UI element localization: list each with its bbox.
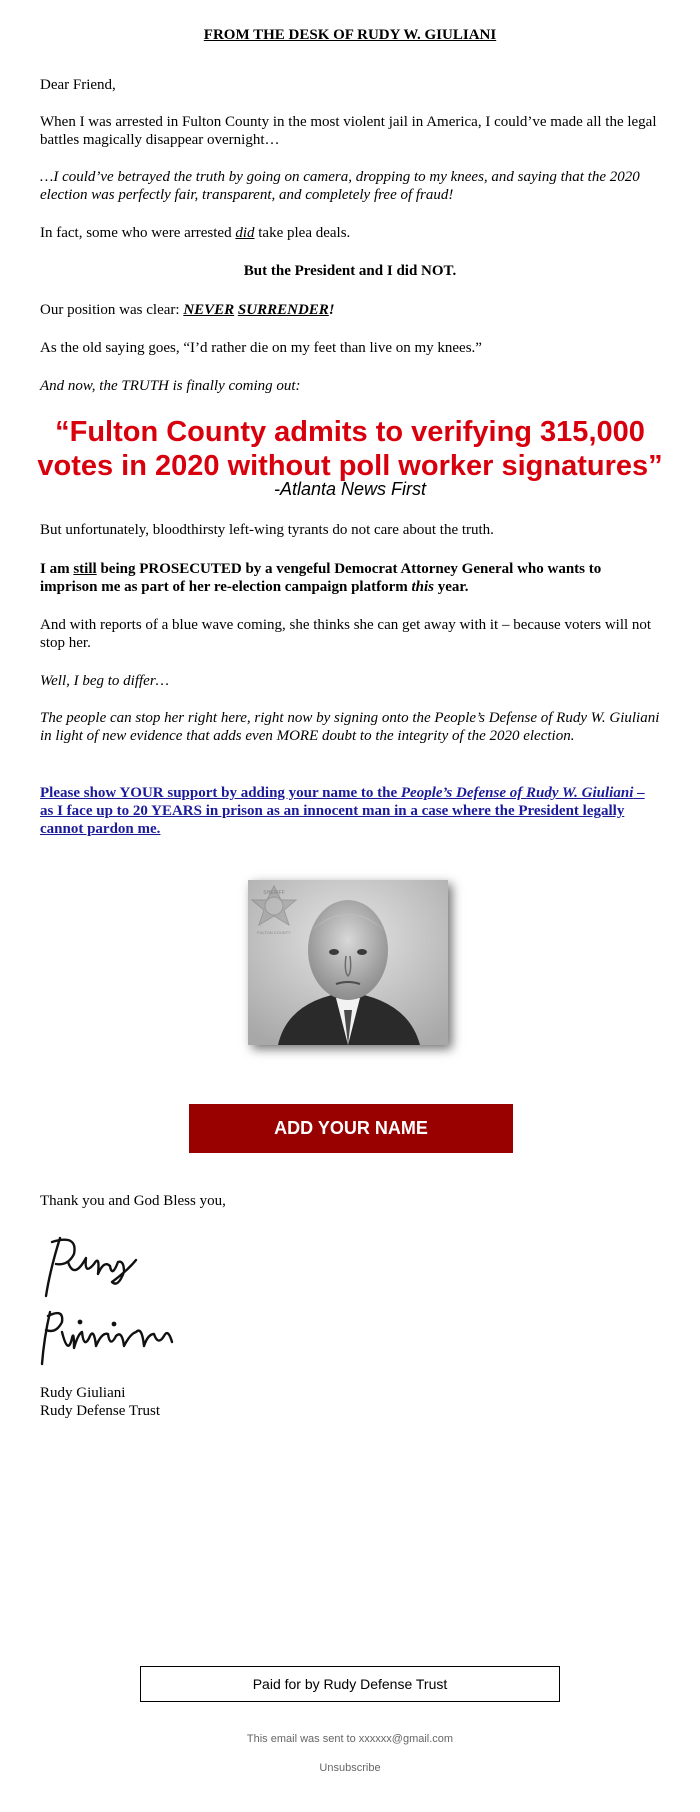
emphasis-this: this bbox=[411, 579, 434, 595]
emphasis-never: NEVER bbox=[183, 302, 235, 318]
recipient-email: xxxxxx@gmail.com bbox=[358, 1733, 454, 1745]
page-title: FROM THE DESK OF RUDY W. GIULIANI bbox=[203, 27, 497, 43]
sent-to-notice bbox=[0, 1733, 700, 1745]
text-segment: year. bbox=[434, 579, 469, 595]
badge-text: SHERIFF bbox=[263, 890, 285, 896]
paragraph-tyrants: But unfortunately, bloodthirsty left-wing tyrants do not care about the truth. bbox=[40, 522, 494, 538]
add-your-name-button[interactable]: ADD YOUR NAME bbox=[189, 1104, 513, 1153]
sent-to-text: This email was sent to bbox=[246, 1733, 359, 1745]
closing-text: Thank you and God Bless you, bbox=[40, 1193, 226, 1209]
link-text-emphasis: People’s Defense of Rudy W. Giuliani bbox=[400, 785, 634, 801]
text-segment: Our position was clear: bbox=[40, 302, 184, 318]
link-text: – as I face up to 20 YEARS in prison as an innocent man in a case where the President legally cannot pardon me. bbox=[40, 785, 645, 837]
paragraph-plea-deals bbox=[40, 224, 660, 242]
badge-subtext: FULTON COUNTY bbox=[257, 930, 291, 935]
quote-source: -Atlanta News First bbox=[273, 479, 427, 499]
paragraph-truth: And now, the TRUTH is finally coming out: bbox=[40, 378, 301, 394]
paragraph-saying: As the old saying goes, “I’d rather die on my feet than live on my knees.” bbox=[40, 340, 482, 356]
paragraph-arrest: When I was arrested in Fulton County in the most violent jail in America, I could’ve made all the legal battles magically disappear overnight… bbox=[40, 114, 657, 148]
emphasis-did: did bbox=[235, 225, 255, 241]
link-text: Please show YOUR support by adding your name to the bbox=[40, 785, 401, 801]
paragraph-position bbox=[40, 301, 660, 319]
unsubscribe-link[interactable]: Unsubscribe bbox=[319, 1762, 381, 1774]
emphasis-still: still bbox=[73, 561, 97, 577]
text-segment: ! bbox=[328, 302, 335, 318]
signature-image bbox=[38, 1230, 198, 1370]
greeting: Dear Friend, bbox=[40, 77, 116, 93]
text-segment: take plea deals. bbox=[254, 225, 351, 241]
paragraph-blue-wave: And with reports of a blue wave coming, she thinks she can get away with it – because voters will not stop her. bbox=[40, 617, 652, 651]
signer-name: Rudy Giuliani bbox=[40, 1385, 126, 1401]
paragraph-people: The people can stop her right here, right now by signing onto the People’s Defense of Rudy W. Giuliani in light of new evidence that adds even MORE doubt to the integrity of the 2020 election. bbox=[40, 710, 660, 744]
text-segment: I am bbox=[40, 561, 74, 577]
mugshot-image bbox=[248, 880, 448, 1045]
emphasis-surrender: SURRENDER bbox=[237, 302, 329, 318]
support-link[interactable] bbox=[40, 784, 660, 838]
paid-for-disclaimer: Paid for by Rudy Defense Trust bbox=[140, 1666, 560, 1702]
signer-organization: Rudy Defense Trust bbox=[40, 1403, 161, 1419]
headline-quote: “Fulton County admits to verifying 315,000 votes in 2020 without poll worker signatures” bbox=[37, 416, 663, 482]
paragraph-betrayal: …I could’ve betrayed the truth by going on camera, dropping to my knees, and saying that the 2020 election was perfectly fair, transparent, and completely free of fraud! bbox=[40, 169, 640, 203]
mugshot-photo[interactable] bbox=[248, 880, 448, 1045]
text-segment: In fact, some who were arrested bbox=[40, 225, 236, 241]
paragraph-did-not: But the President and I did NOT. bbox=[243, 263, 457, 279]
paragraph-differ: Well, I beg to differ… bbox=[40, 673, 170, 689]
paragraph-prosecuted bbox=[40, 560, 660, 596]
text-segment: being PROSECUTED by a vengeful Democrat Attorney General who wants to imprison me as part of her re-election campaign platform bbox=[40, 561, 602, 595]
